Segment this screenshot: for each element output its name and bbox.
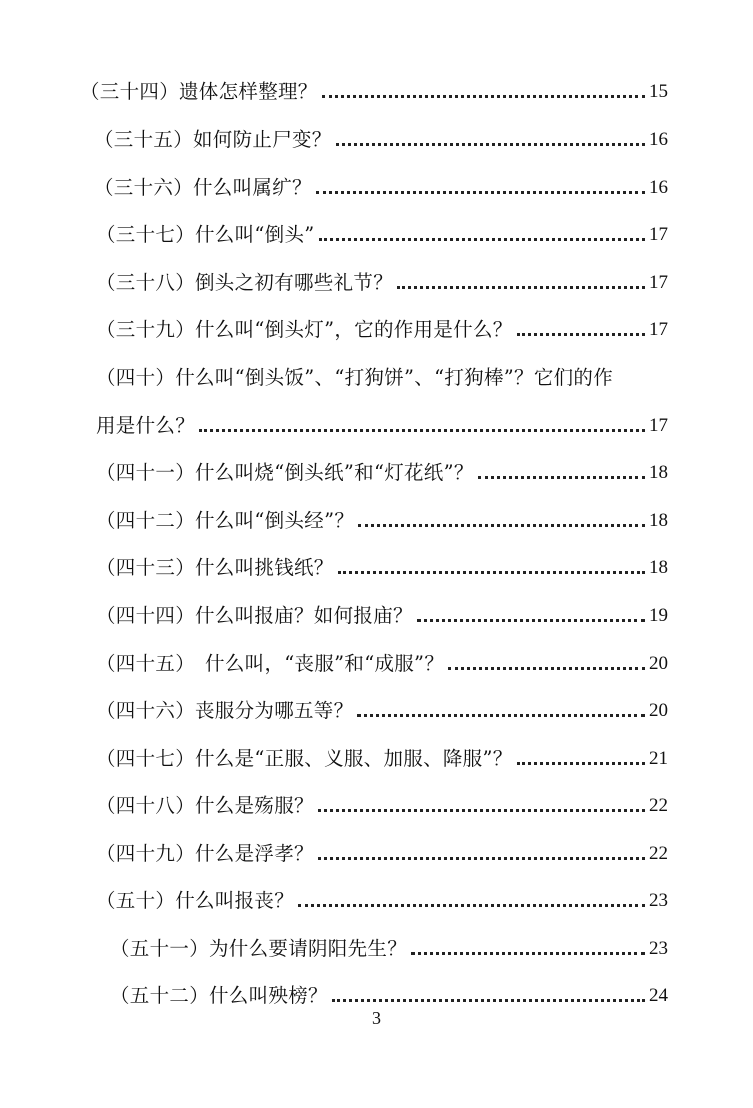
toc-entry [0, 217, 753, 247]
dot-leader [517, 761, 645, 765]
toc-entry [0, 836, 753, 866]
toc-entry [0, 455, 753, 485]
dot-leader [319, 237, 645, 241]
toc-entry [0, 550, 753, 580]
toc-entry-title: （四十九）什么是浮孝？ [96, 842, 314, 865]
toc-entry-title: （四十二）什么叫“倒头经”？ [96, 509, 355, 532]
toc-entry [0, 265, 753, 295]
toc-entry [0, 122, 753, 152]
toc-entry [0, 741, 753, 771]
toc-entry [0, 693, 753, 723]
toc-entry-multiline-second [0, 408, 753, 438]
toc-entry-page: 23 [649, 890, 668, 911]
toc-entry-page: 21 [649, 748, 668, 769]
toc-entry-title: （四十六）丧服分为哪五等？ [96, 699, 354, 722]
toc-entry-page: 17 [649, 224, 668, 245]
toc-entry-title: （四十一）什么叫烧“倒头纸”和“灯花纸”？ [96, 461, 474, 484]
toc-entry [0, 598, 753, 628]
toc-entry [0, 646, 753, 676]
toc-entry [0, 978, 753, 1008]
toc-entry-title-line2: 用是什么？ [96, 414, 196, 437]
toc-entry [0, 503, 753, 533]
toc-entry-page: 16 [649, 177, 668, 198]
toc-entry-title: （三十五）如何防止尸变？ [94, 128, 332, 151]
toc-entry-page: 22 [649, 843, 668, 864]
dot-leader [318, 856, 645, 860]
toc-entry-page: 20 [649, 700, 668, 721]
toc-entry-title: （五十一）为什么要请阴阳先生？ [110, 937, 408, 960]
toc-entry-title: （四十五） 什么叫，“丧服”和“成服”？ [96, 652, 445, 675]
dot-leader [336, 142, 645, 146]
toc-entry-page: 22 [649, 795, 668, 816]
toc-entry-page: 17 [649, 319, 668, 340]
toc-entry [0, 74, 753, 104]
toc-entry-page: 18 [649, 557, 668, 578]
toc-entry-title: （三十九）什么叫“倒头灯”，它的作用是什么？ [96, 318, 513, 341]
dot-leader [358, 523, 645, 527]
toc-entry-page: 23 [649, 938, 668, 959]
dot-leader [517, 332, 645, 336]
dot-leader [316, 190, 645, 194]
toc-entry-title: （四十四）什么叫报庙？如何报庙？ [96, 604, 413, 627]
toc-entry-page: 18 [649, 462, 668, 483]
dot-leader [338, 570, 645, 574]
dot-leader [322, 94, 645, 98]
dot-leader [397, 285, 645, 289]
toc-entry-page: 17 [649, 415, 668, 436]
dot-leader [318, 808, 645, 812]
toc-entry-page: 19 [649, 605, 668, 626]
toc-entry-page: 17 [649, 272, 668, 293]
toc-entry [0, 883, 753, 913]
toc-entry-title: （三十七）什么叫“倒头” [96, 223, 315, 246]
dot-leader [357, 713, 645, 717]
toc-entry-page: 15 [649, 81, 668, 102]
toc-entry-title: （三十六）什么叫属纩？ [94, 176, 312, 199]
toc-entry-title: （五十）什么叫报丧？ [96, 889, 295, 912]
dot-leader [411, 951, 645, 955]
toc-entry-title-line1: （四十）什么叫“倒头饭”、“打狗饼”、“打狗棒”？它们的作 [96, 366, 614, 389]
toc-entry-title: （三十八）倒头之初有哪些礼节？ [96, 271, 394, 294]
toc-entry-title: （四十七）什么是“正服、义服、加服、降服”？ [96, 747, 513, 770]
toc-entry [0, 931, 753, 961]
dot-leader [478, 475, 645, 479]
dot-leader [417, 618, 645, 622]
toc-entry-title: （三十四）遗体怎样整理？ [80, 80, 318, 103]
toc-entry [0, 788, 753, 818]
toc-entry-multiline-first [0, 360, 753, 390]
toc-entry [0, 170, 753, 200]
toc-entry-title: （四十八）什么是殇服？ [96, 794, 314, 817]
dot-leader [298, 903, 645, 907]
toc-entry-page: 24 [649, 985, 668, 1006]
toc-entry [0, 312, 753, 342]
toc-entry-title: （五十二）什么叫殃榜？ [110, 984, 328, 1007]
dot-leader [332, 998, 645, 1002]
toc-entry-page: 20 [649, 653, 668, 674]
dot-leader [448, 666, 645, 670]
toc-entry-page: 18 [649, 510, 668, 531]
toc-entry-page: 16 [649, 129, 668, 150]
page-number: 3 [372, 1008, 381, 1028]
toc-entry-title: （四十三）什么叫挑钱纸？ [96, 556, 334, 579]
dot-leader [199, 428, 645, 432]
